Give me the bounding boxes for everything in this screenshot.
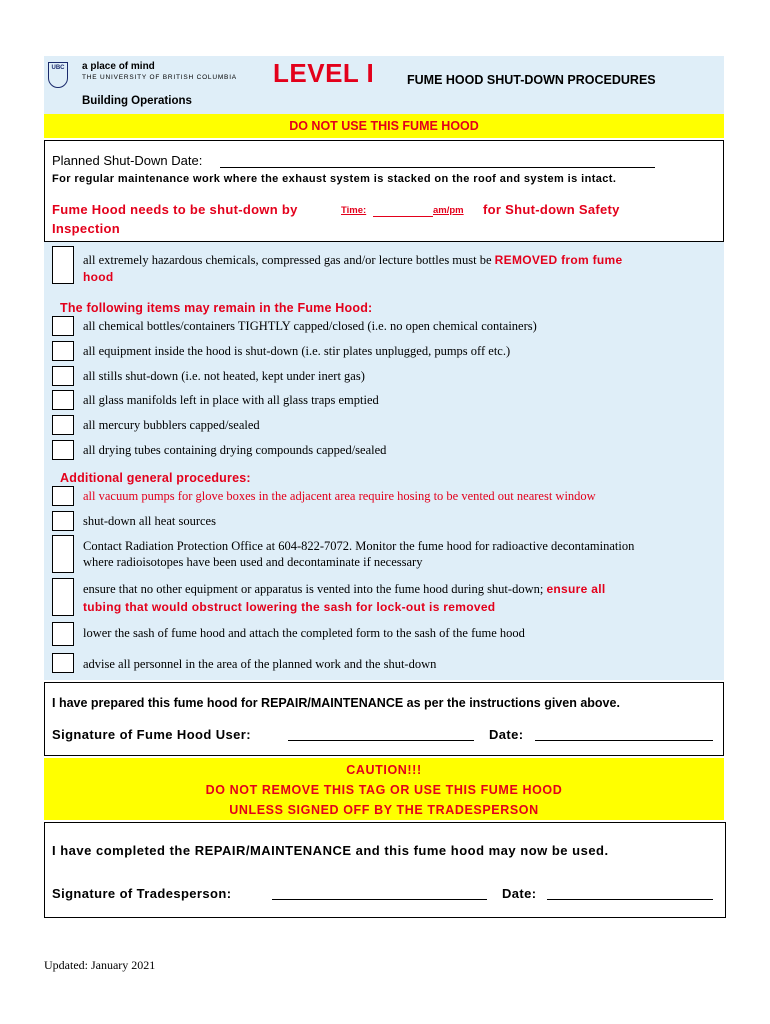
general-heading: Additional general procedures:	[60, 471, 251, 485]
remove-emphasis: REMOVED from fume	[494, 253, 623, 267]
checkbox-vacuum-pumps[interactable]	[52, 486, 74, 506]
venting-text: ensure that no other equipment or apparatus is vented into the fume hood during shut-down;	[83, 582, 544, 596]
user-date-field[interactable]	[535, 740, 713, 741]
planned-date-label: Planned Shut-Down Date:	[52, 153, 203, 168]
prepared-statement: I have prepared this fume hood for REPAIR/MAINTENANCE as per the instructions given above.	[52, 696, 620, 710]
venting-emphasis: ensure all	[546, 582, 606, 596]
checkbox-venting[interactable]	[52, 578, 74, 616]
regular-maintenance-note: For regular maintenance work where the exhaust system is stacked on the roof and system is intact.	[52, 173, 617, 185]
time-label: Time:	[341, 205, 367, 216]
venting-emphasis-line2: tubing that would obstruct lowering the sash for lock-out is removed	[83, 600, 496, 614]
tradesperson-date-field[interactable]	[547, 899, 713, 900]
checkbox-remain-4[interactable]	[52, 390, 74, 410]
caution-line-1: CAUTION!!!	[346, 763, 422, 777]
list-item: all equipment inside the hood is shut-down (i.e. stir plates unplugged, pumps off etc.)	[83, 344, 511, 358]
ubc-crest-icon	[48, 62, 68, 88]
logo-text: UBC	[51, 65, 65, 71]
list-item	[83, 581, 713, 597]
checkbox-remain-3[interactable]	[52, 366, 74, 386]
checkbox-remain-6[interactable]	[52, 440, 74, 460]
checkbox-remain-2[interactable]	[52, 341, 74, 361]
checkbox-remove-hazardous[interactable]	[52, 246, 74, 284]
list-item: all stills shut-down (i.e. not heated, kept under inert gas)	[83, 369, 365, 383]
tradesperson-date-label: Date:	[502, 886, 537, 901]
checkbox-radiation[interactable]	[52, 535, 74, 573]
caution-banner	[44, 758, 724, 820]
level-title: LEVEL I	[273, 58, 375, 88]
list-item: all drying tubes containing drying compounds capped/sealed	[83, 443, 387, 457]
do-not-use-banner: DO NOT USE THIS FUME HOOD	[44, 114, 724, 138]
tagline: a place of mind	[82, 61, 155, 72]
checkbox-advise-personnel[interactable]	[52, 653, 74, 673]
ampm-label: am/pm	[433, 205, 464, 216]
shutdown-by-text: Fume Hood needs to be shut-down by	[52, 202, 298, 217]
caution-line-3: UNLESS SIGNED OFF BY THE TRADESPERSON	[229, 803, 539, 817]
document-title: FUME HOOD SHUT-DOWN PROCEDURES	[407, 73, 656, 87]
checkbox-heat-sources[interactable]	[52, 511, 74, 531]
list-item: all glass manifolds left in place with all glass traps emptied	[83, 393, 379, 407]
caution-line-2: DO NOT REMOVE THIS TAG OR USE THIS FUME HOOD	[205, 783, 563, 797]
list-item: all vacuum pumps for glove boxes in the adjacent area require hosing to be vented out nearest window	[83, 489, 596, 503]
prepared-box	[44, 682, 724, 756]
remain-heading: The following items may remain in the Fume Hood:	[60, 301, 373, 315]
updated-date: Updated: January 2021	[44, 958, 156, 972]
time-field[interactable]	[373, 216, 433, 217]
tradesperson-signature-label: Signature of Tradesperson:	[52, 886, 232, 901]
tradesperson-signature-field[interactable]	[272, 899, 487, 900]
user-signature-field[interactable]	[288, 740, 474, 741]
planned-date-field[interactable]	[220, 167, 655, 168]
department-name: Building Operations	[82, 95, 192, 107]
completed-box	[44, 822, 726, 918]
user-signature-label: Signature of Fume Hood User:	[52, 727, 251, 742]
list-item: lower the sash of fume hood and attach the completed form to the sash of the fume hood	[83, 626, 525, 640]
inspection-text: Inspection	[52, 221, 121, 236]
checkbox-lower-sash[interactable]	[52, 622, 74, 646]
list-item: Contact Radiation Protection Office at 604-822-7072. Monitor the fume hood for radioactive decontamination	[83, 539, 635, 553]
shutdown-suffix-text: for Shut-down Safety	[483, 202, 620, 217]
completed-statement: I have completed the REPAIR/MAINTENANCE and this fume hood may now be used.	[52, 843, 609, 858]
list-item: shut-down all heat sources	[83, 514, 216, 528]
checkbox-remain-1[interactable]	[52, 316, 74, 336]
list-item: advise all personnel in the area of the planned work and the shut-down	[83, 657, 437, 671]
user-date-label: Date:	[489, 727, 524, 742]
list-item: where radioisotopes have been used and decontaminate if necessary	[83, 555, 423, 569]
list-item: all chemical bottles/containers TIGHTLY capped/closed (i.e. no open chemical containers)	[83, 319, 537, 333]
remove-hazardous-text: all extremely hazardous chemicals, compressed gas and/or lecture bottles must be	[83, 253, 492, 267]
university-name: THE UNIVERSITY OF BRITISH COLUMBIA	[82, 74, 237, 81]
list-item	[83, 252, 713, 268]
remove-emphasis-tail: hood	[83, 270, 114, 284]
list-item: all mercury bubblers capped/sealed	[83, 418, 260, 432]
checkbox-remain-5[interactable]	[52, 415, 74, 435]
